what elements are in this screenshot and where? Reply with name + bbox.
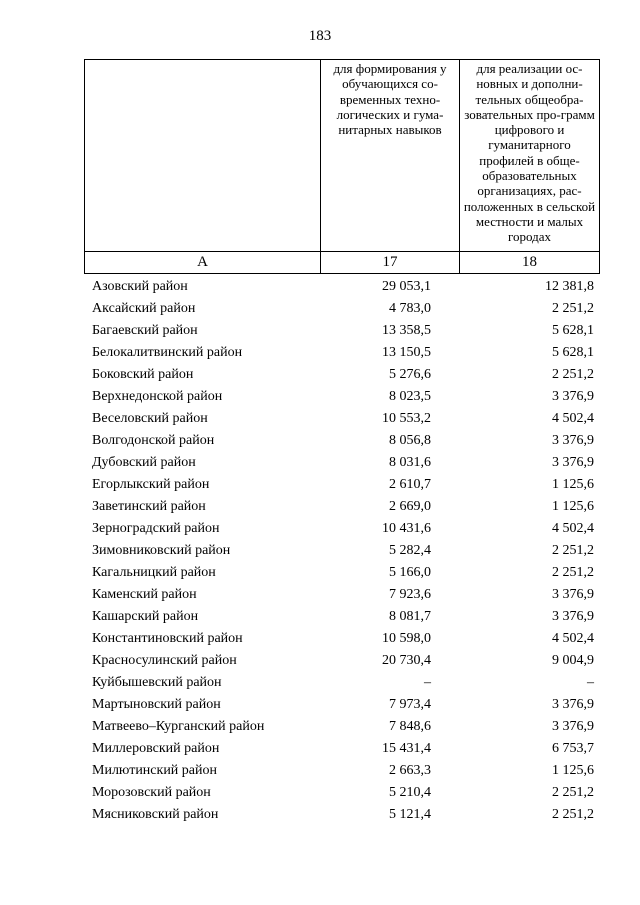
row-value-18: 2 251,2 xyxy=(552,367,594,382)
table-row xyxy=(84,672,600,694)
table-row xyxy=(84,738,600,760)
row-value-17: 13 358,5 xyxy=(382,323,431,338)
row-value-18: 3 376,9 xyxy=(552,719,594,734)
row-value-18: 4 502,4 xyxy=(552,631,594,646)
row-value-17: 20 730,4 xyxy=(382,653,431,668)
table-row xyxy=(84,562,600,584)
row-value-18: 9 004,9 xyxy=(552,653,594,668)
row-value-17: 8 056,8 xyxy=(389,433,431,448)
table-row xyxy=(84,430,600,452)
row-value-18: 3 376,9 xyxy=(552,697,594,712)
row-value-18: 12 381,8 xyxy=(545,279,594,294)
row-value-17: 5 121,4 xyxy=(389,807,431,822)
table-row xyxy=(84,804,600,826)
row-name: Аксайский район xyxy=(92,301,196,316)
row-value-17: 10 598,0 xyxy=(382,631,431,646)
table-row xyxy=(84,298,600,320)
row-name: Азовский район xyxy=(92,279,188,294)
header-cell-name xyxy=(84,59,320,251)
table-row xyxy=(84,276,600,298)
row-value-17: 5 166,0 xyxy=(389,565,431,580)
row-value-18: 4 502,4 xyxy=(552,521,594,536)
header-cell-col18-title: для реализации ос-новных и дополни-тельных общеобра-зовательных про-грамм цифрового и гуманитарного профилей в обще-образовательных организациях, рас-положенных в сельской местности и малых городах xyxy=(459,59,600,251)
table-body xyxy=(84,276,600,826)
table-row xyxy=(84,628,600,650)
table-row xyxy=(84,694,600,716)
row-value-18: 3 376,9 xyxy=(552,609,594,624)
row-name: Мартыновский район xyxy=(92,697,221,712)
table-row xyxy=(84,320,600,342)
row-name: Волгодонской район xyxy=(92,433,215,448)
row-value-17: 2 663,3 xyxy=(389,763,431,778)
row-value-17: 2 610,7 xyxy=(389,477,431,492)
row-value-18: 2 251,2 xyxy=(552,565,594,580)
table-row xyxy=(84,474,600,496)
row-value-17: 5 282,4 xyxy=(389,543,431,558)
row-value-17: 13 150,5 xyxy=(382,345,431,360)
row-value-17: 7 848,6 xyxy=(389,719,431,734)
header-cell-col17-title: для формирования у обучающихся со-временных техно-логических и гума-нитарных навыков xyxy=(320,59,459,251)
table-row xyxy=(84,496,600,518)
table-row xyxy=(84,584,600,606)
row-name: Зерноградский район xyxy=(92,521,220,536)
row-value-18: 3 376,9 xyxy=(552,389,594,404)
row-value-18: 4 502,4 xyxy=(552,411,594,426)
table-row xyxy=(84,540,600,562)
row-value-18: 6 753,7 xyxy=(552,741,594,756)
row-name: Зимовниковский район xyxy=(92,543,231,558)
row-name: Матвеево–Курганский район xyxy=(92,719,265,734)
table-row xyxy=(84,650,600,672)
row-name: Миллеровский район xyxy=(92,741,220,756)
row-value-17: 15 431,4 xyxy=(382,741,431,756)
header-cell-col-17: 17 xyxy=(320,251,459,274)
table-row xyxy=(84,364,600,386)
row-value-17: 8 031,6 xyxy=(389,455,431,470)
row-value-18: 3 376,9 xyxy=(552,433,594,448)
row-value-17: 4 783,0 xyxy=(389,301,431,316)
row-name: Кашарский район xyxy=(92,609,199,624)
table-row xyxy=(84,342,600,364)
row-name: Егорлыкский район xyxy=(92,477,210,492)
row-name: Морозовский район xyxy=(92,785,211,800)
row-value-17: 5 210,4 xyxy=(389,785,431,800)
row-name: Каменский район xyxy=(92,587,197,602)
row-value-18: 1 125,6 xyxy=(552,477,594,492)
table-row xyxy=(84,386,600,408)
row-value-18: 2 251,2 xyxy=(552,301,594,316)
row-value-17: 8 023,5 xyxy=(389,389,431,404)
row-value-17: 5 276,6 xyxy=(389,367,431,382)
row-value-18: 5 628,1 xyxy=(552,323,594,338)
row-value-18: 2 251,2 xyxy=(552,543,594,558)
row-value-17: 8 081,7 xyxy=(389,609,431,624)
row-name: Красносулинский район xyxy=(92,653,237,668)
table-row xyxy=(84,518,600,540)
table-row xyxy=(84,606,600,628)
page-number: 183 xyxy=(308,28,332,44)
row-value-18: 5 628,1 xyxy=(552,345,594,360)
row-value-18: 3 376,9 xyxy=(552,587,594,602)
row-name: Боковский район xyxy=(92,367,194,382)
row-value-17: 10 431,6 xyxy=(382,521,431,536)
row-name: Куйбышевский район xyxy=(92,675,222,690)
table-row xyxy=(84,716,600,738)
table-row xyxy=(84,760,600,782)
table-row xyxy=(84,408,600,430)
row-name: Дубовский район xyxy=(92,455,196,470)
row-name: Заветинский район xyxy=(92,499,206,514)
row-name: Милютинский район xyxy=(92,763,218,778)
row-value-18: 3 376,9 xyxy=(552,455,594,470)
row-value-17: 2 669,0 xyxy=(389,499,431,514)
row-value-18: 2 251,2 xyxy=(552,807,594,822)
row-name: Кагальницкий район xyxy=(92,565,216,580)
row-name: Веселовский район xyxy=(92,411,208,426)
row-name: Верхнедонской район xyxy=(92,389,223,404)
header-cell-col-18: 18 xyxy=(459,251,600,274)
row-value-18: 2 251,2 xyxy=(552,785,594,800)
row-name: Багаевский район xyxy=(92,323,198,338)
table-header xyxy=(84,59,600,274)
row-value-18: – xyxy=(587,675,594,690)
row-value-17: 29 053,1 xyxy=(382,279,431,294)
row-value-17: 7 973,4 xyxy=(389,697,431,712)
row-name: Константиновский район xyxy=(92,631,243,646)
table-row xyxy=(84,452,600,474)
table-row xyxy=(84,782,600,804)
row-value-18: 1 125,6 xyxy=(552,763,594,778)
row-value-17: – xyxy=(424,675,431,690)
row-value-17: 10 553,2 xyxy=(382,411,431,426)
row-name: Мясниковский район xyxy=(92,807,219,822)
row-value-17: 7 923,6 xyxy=(389,587,431,602)
header-cell-col-a: А xyxy=(84,251,320,274)
row-value-18: 1 125,6 xyxy=(552,499,594,514)
row-name: Белокалитвинский район xyxy=(92,345,243,360)
